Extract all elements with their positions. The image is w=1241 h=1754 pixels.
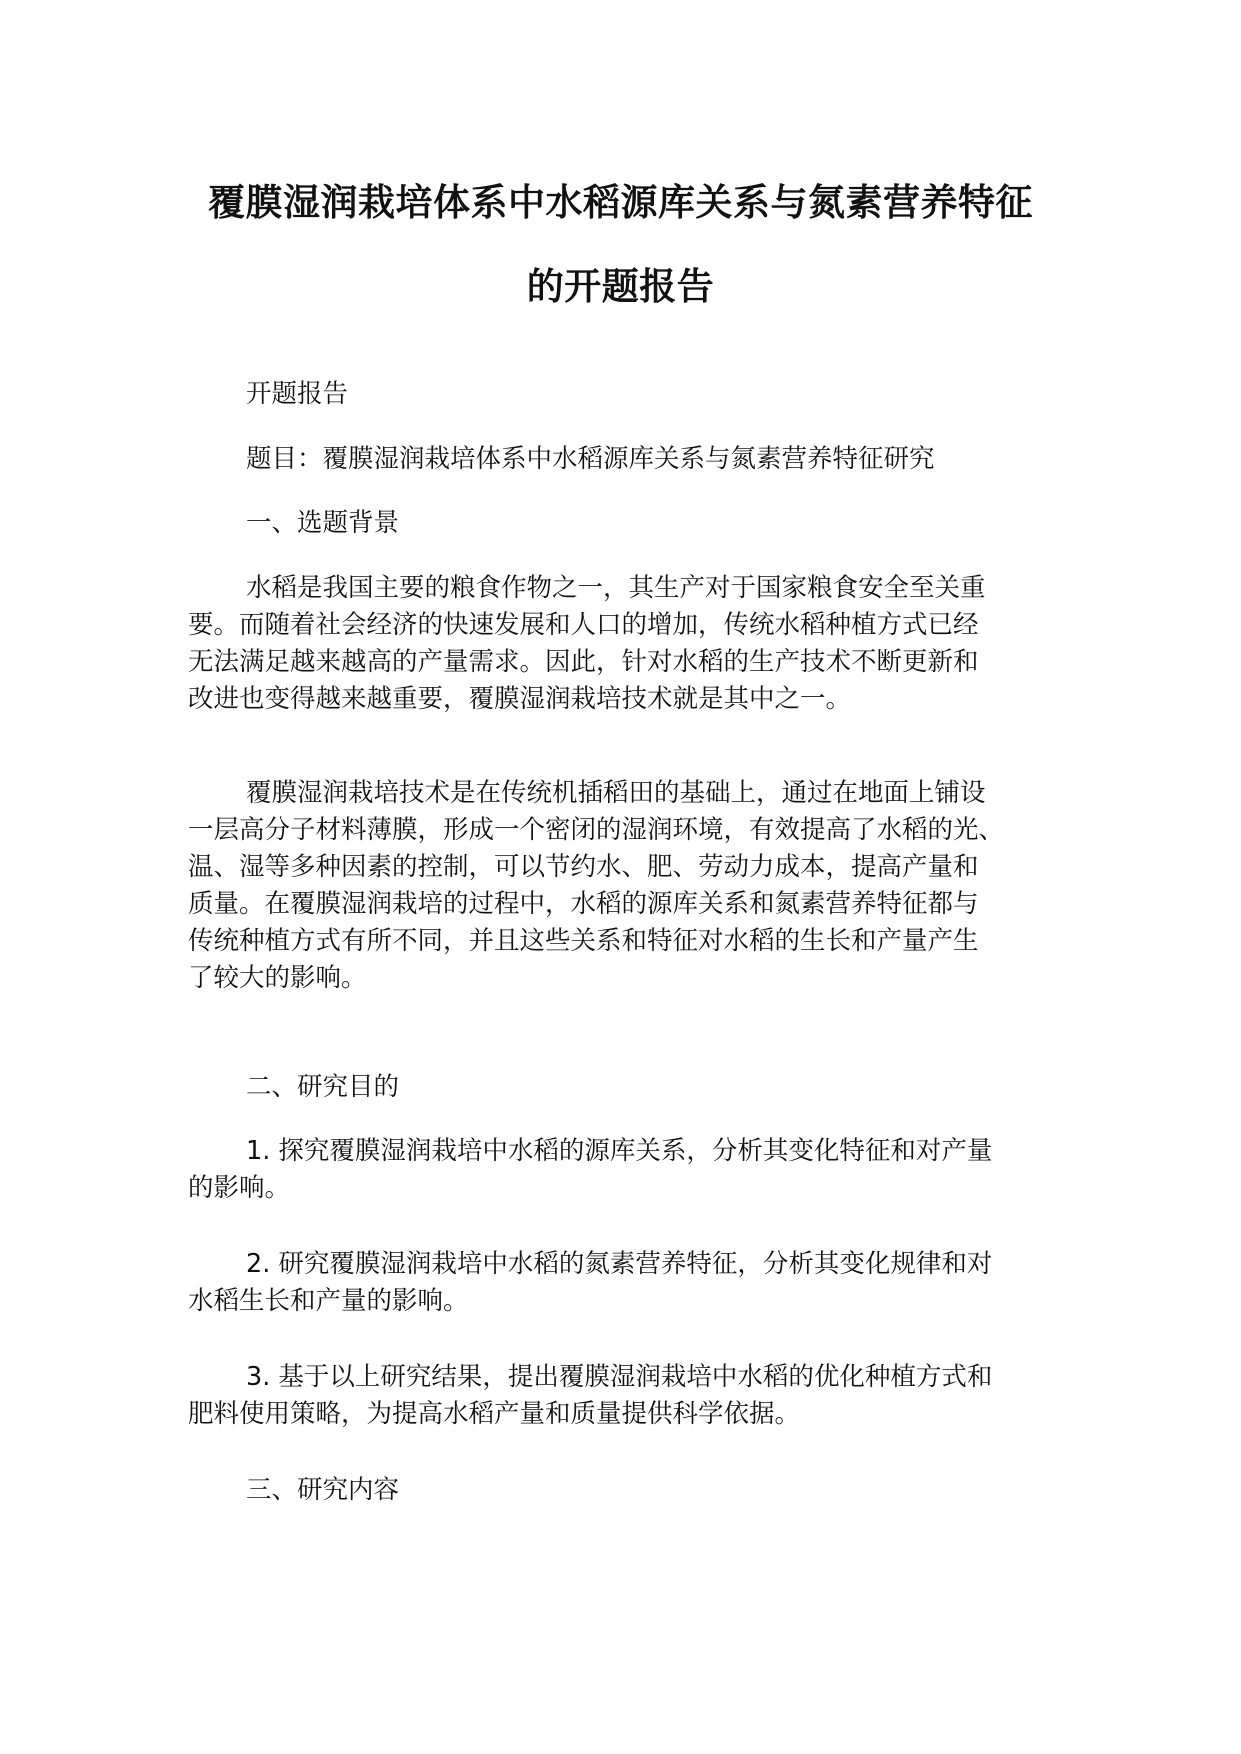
section-1-heading: 一、选题背景 [246,508,400,538]
paragraph-line: 水稻是我国主要的粮食作物之一，其生产对于国家粮食安全至关重 [246,573,986,603]
paragraph-line: 温、湿等多种因素的控制，可以节约水、肥、劳动力成本，提高产量和 [188,852,979,882]
section-2-item-2 [188,1246,1068,1320]
paragraph-line: 改进也变得越来越重要，覆膜湿润栽培技术就是其中之一。 [188,684,852,714]
subject-line: 题目：覆膜湿润栽培体系中水稻源库关系与氮素营养特征研究 [246,444,935,474]
paragraph-line: 覆膜湿润栽培技术是在传统机插稻田的基础上，通过在地面上铺设 [246,778,986,808]
report-heading: 开题报告 [246,379,349,409]
list-item-line: 3. 基于以上研究结果，提出覆膜湿润栽培中水稻的优化种植方式和 [246,1362,993,1392]
paragraph-line: 传统种植方式有所不同，并且这些关系和特征对水稻的生长和产量产生 [188,926,979,956]
list-item-line: 肥料使用策略，为提高水稻产量和质量提供科学依据。 [188,1399,801,1429]
list-item-line: 水稻生长和产量的影响。 [188,1286,469,1316]
list-item-line: 2. 研究覆膜湿润栽培中水稻的氮素营养特征，分析其变化规律和对 [246,1249,993,1279]
section-2-item-1 [188,1133,1068,1207]
section-3-heading: 三、研究内容 [246,1475,400,1505]
list-item-line: 的影响。 [188,1173,291,1203]
paragraph-line: 要。而随着社会经济的快速发展和人口的增加，传统水稻种植方式已经 [188,610,979,640]
document-title-line-2: 的开题报告 [526,265,715,308]
section-1-paragraph-1 [188,570,1068,718]
section-1-paragraph-2 [188,775,1068,997]
section-2-item-3 [188,1359,1068,1433]
list-item-line: 1. 探究覆膜湿润栽培中水稻的源库关系，分析其变化特征和对产量 [246,1136,993,1166]
section-2-heading: 二、研究目的 [246,1072,400,1102]
paragraph-line: 无法满足越来越高的产量需求。因此，针对水稻的生产技术不断更新和 [188,647,979,677]
document-title-line-1: 覆膜湿润栽培体系中水稻源库关系与氮素营养特征 [208,181,1033,224]
paragraph-line: 一层高分子材料薄膜，形成一个密闭的湿润环境，有效提高了水稻的光、 [188,815,1005,845]
paragraph-line: 了较大的影响。 [188,963,367,993]
paragraph-line: 质量。在覆膜湿润栽培的过程中，水稻的源库关系和氮素营养特征都与 [188,889,979,919]
